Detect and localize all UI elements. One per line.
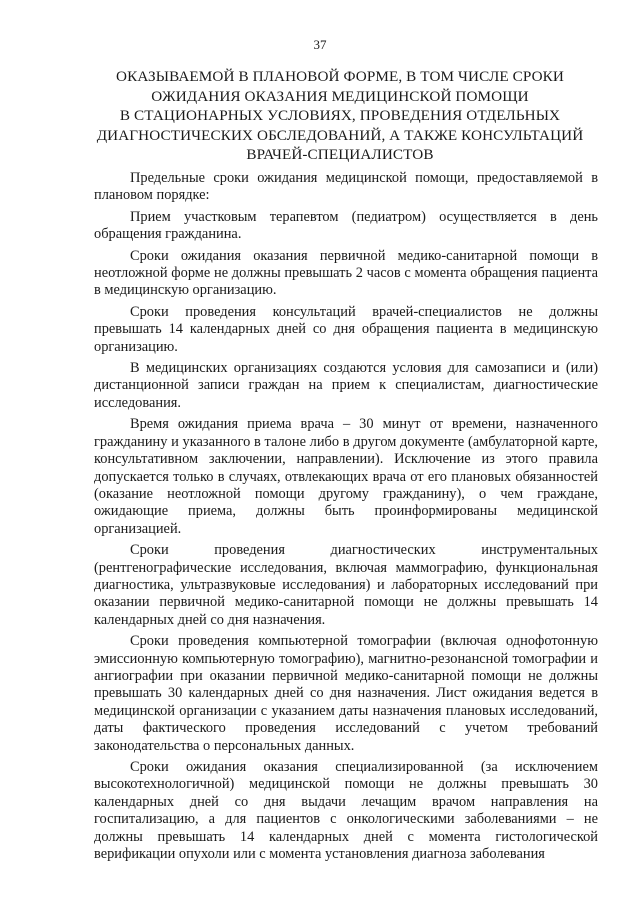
heading-line: ОКАЗЫВАЕМОЙ В ПЛАНОВОЙ ФОРМЕ, В ТОМ ЧИСЛЕ СРОКИ (116, 68, 564, 85)
heading-line: ДИАГНОСТИЧЕСКИХ ОБСЛЕДОВАНИЙ, А ТАКЖЕ КОНСУЛЬТАЦИЙ (96, 126, 584, 144)
body-text (94, 170, 598, 863)
heading-line: ВРАЧЕЙ-СПЕЦИАЛИСТОВ (246, 146, 434, 163)
paragraph-diagnostics: Сроки проведения диагностических инструментальных (рентгенографические исследования, включая маммографию, функциональная диагностика, ультразвуковые исследования) и лабораторных исследований при оказании первичной медико-санитарной помощи не должны превышать 14 календарных дней со дня назначения. (94, 542, 598, 628)
paragraph-specialist-consultations: Сроки проведения консультаций врачей-специалистов не должны превышать 14 календарных дней со дня обращения пациента в медицинскую организацию. (94, 303, 598, 355)
paragraph-intro: Предельные сроки ожидания медицинской помощи, предоставляемой в плановом порядке: (94, 170, 598, 204)
paragraph-specialized-care: Сроки ожидания оказания специализированной (за исключением высокотехнологичной) медицинской помощи не должны превышать 30 календарных дней со дня выдачи лечащим врачом направления на госпитализацию, а для пациентов с онкологическими заболеваниями – не должны превышать 14 календарных дней с момента гистологической верификации опухоли или с момента установления диагноза заболевания (94, 759, 598, 863)
section-heading (80, 67, 600, 165)
paragraph-waiting-time: Время ожидания приема врача – 30 минут от времени, назначенного гражданину и указанного в талоне либо в другом документе (амбулаторной карте, консультативном заключении, направлении). Исключение из этого правила допускается только в случаях, отвлекающих врача от его плановых обязанностей (оказание неотложной помощи другому гражданину), о чем граждане, ожидающие приема, должны быть проинформированы медицинской организацией. (94, 416, 598, 537)
heading-line: В СТАЦИОНАРНЫХ УСЛОВИЯХ, ПРОВЕДЕНИЯ ОТДЕЛЬНЫХ (119, 107, 561, 124)
paragraph-urgent-care: Сроки ожидания оказания первичной медико-санитарной помощи в неотложной форме не должны превышать 2 часов с момента обращения пациента в медицинскую организацию. (94, 247, 598, 299)
heading-line: ОЖИДАНИЯ ОКАЗАНИЯ МЕДИЦИНСКОЙ ПОМОЩИ (151, 87, 529, 105)
paragraph-therapist-appointment: Прием участковым терапевтом (педиатром) осуществляется в день обращения гражданина. (94, 208, 598, 243)
page-number: 37 (313, 37, 327, 52)
paragraph-tomography: Сроки проведения компьютерной томографии (включая однофотонную эмиссионную компьютерную томографию), магнитно-резонансной томографии и ангиографии при оказании первичной медико-санитарной помощи не должны превышать 30 календарных дней со дня назначения. Лист ожидания ведется в медицинской организации с указанием даты назначения плановых исследований, даты фактического проведения исследований с учетом требований законодательства о персональных данных. (94, 633, 598, 754)
paragraph-self-registration: В медицинских организациях создаются условия для самозаписи и (или) дистанционной записи граждан на прием к специалистам, диагностические исследования. (94, 360, 598, 411)
